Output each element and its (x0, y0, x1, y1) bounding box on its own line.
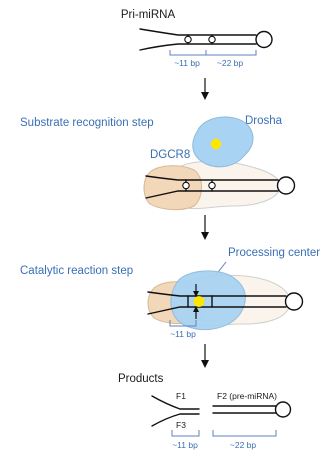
measure-bracket-11bp-top (170, 50, 206, 55)
f3-label: F3 (176, 420, 186, 430)
measure-bracket-22bp-top (206, 50, 256, 55)
f1-label: F1 (176, 391, 186, 401)
products-label: Products (118, 373, 164, 385)
label-11bp-bottom: ~11 bp (172, 440, 198, 450)
drosha-blob-2 (171, 271, 246, 330)
processing-center-dot-2 (194, 296, 205, 307)
drosha-blob-1 (193, 117, 253, 167)
f2-label: F2 (pre-miRNA) (217, 391, 277, 401)
drosha-label: Drosha (245, 115, 283, 127)
product-pre-mirna (213, 402, 291, 417)
pri-mirna-label: Pri-miRNA (120, 9, 176, 21)
catalytic-reaction-label: Catalytic reaction step (20, 265, 134, 277)
dgcr8-label: DGCR8 (150, 149, 191, 161)
substrate-recognition-label: Substrate recognition step (20, 117, 154, 129)
arrow-down-3 (201, 344, 209, 368)
pri-mirna-hairpin (140, 29, 272, 50)
processing-center-dot-1 (211, 139, 221, 149)
arrow-down-1 (201, 78, 209, 100)
measure-bracket-11bp-bottom (172, 430, 199, 436)
label-11bp-mid: ~11 bp (170, 329, 196, 339)
label-22bp-bottom: ~22 bp (229, 440, 257, 450)
label-11bp-top: ~11 bp (174, 58, 200, 68)
label-22bp-top: ~22 bp (216, 58, 244, 68)
measure-bracket-22bp-bottom (213, 430, 276, 436)
processing-center-label: Processing center (228, 247, 321, 259)
arrow-down-2 (201, 215, 209, 240)
